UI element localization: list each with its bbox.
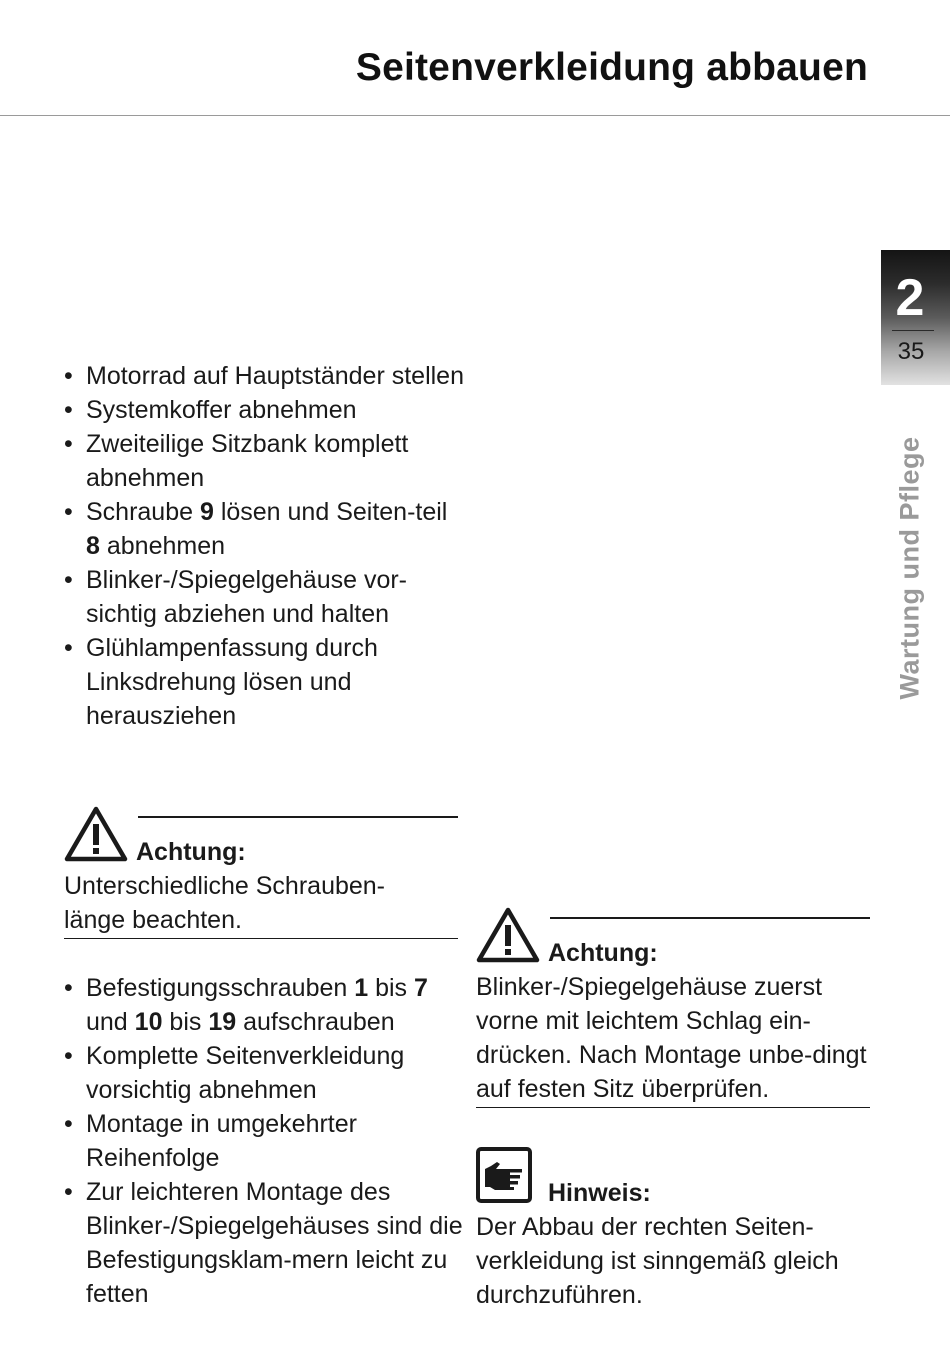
warning-box-bottom-rule [476,1107,870,1108]
step-text: lösen und Seiten-teil [213,498,448,526]
step-list-unscrew [64,971,464,1311]
section-label: Wartung und Pflege [894,436,925,700]
bullet-marker: • [64,498,73,526]
warning-triangle-icon [64,806,128,862]
step-text: bis [368,974,415,1002]
warning-box-top-rule [550,917,870,919]
list-item [64,427,464,495]
bullet-marker: • [64,362,73,390]
list-item [64,971,464,1039]
step-text: Befestigungsschrauben [86,974,355,1002]
note-box [476,1147,870,1317]
chapter-tab [881,250,950,385]
bullet-marker: • [64,430,73,458]
list-item [64,1107,464,1175]
step-text: Schraube [86,498,200,526]
step-text: aufschrauben [236,1008,395,1036]
part-number: 9 [199,498,214,526]
list-item [64,631,464,733]
step-text: Zur leichteren Montage des Blinker-/Spiegelgehäuses sind die Befestigungsklam-mern leicht zu fetten [86,1178,463,1308]
part-number: 7 [414,974,428,1002]
title-divider [0,115,950,116]
chapter-number: 2 [895,269,925,327]
list-item [64,1039,464,1107]
page-title: Seitenverkleidung abbauen [355,46,868,89]
note-heading: Hinweis: [548,1179,651,1207]
warning-box-indicator-housing [476,907,870,1109]
warning-heading: Achtung: [548,939,658,967]
step-text: Zweiteilige Sitzbank komplett abnehmen [86,430,409,492]
bullet-marker: • [64,396,73,424]
step-list-removal [64,359,464,733]
warning-heading: Achtung: [136,838,246,866]
bullet-marker: • [64,634,73,662]
list-item [64,393,464,427]
warning-triangle-icon [476,907,540,963]
bullet-marker: • [64,974,73,1002]
bullet-marker: • [64,566,73,594]
list-item [64,495,464,563]
warning-box-bottom-rule [64,938,458,939]
list-item [64,1175,464,1311]
step-text: Komplette Seitenverkleidung vorsichtig abnehmen [86,1042,405,1104]
note-text: Der Abbau der rechten Seiten-verkleidung ist sinngemäß gleich durchzuführen. [476,1213,839,1309]
step-text: Glühlampenfassung durch Linksdrehung lösen und herausziehen [86,634,378,730]
page-number: 35 [897,338,925,365]
list-item [64,563,464,631]
part-number: 19 [208,1008,237,1036]
step-text: bis [162,1008,209,1036]
bullet-marker: • [64,1110,73,1138]
step-text: abnehmen [99,532,226,560]
list-item [64,359,464,393]
bullet-marker: • [64,1178,73,1206]
part-number: 10 [134,1008,163,1036]
step-text: Blinker-/Spiegelgehäuse vor-sichtig abziehen und halten [86,566,408,628]
step-text: und [86,1008,135,1036]
warning-text: Blinker-/Spiegelgehäuse zuerst vorne mit leichtem Schlag ein-drücken. Nach Montage unbe-dingt auf festen Sitz überprüfen. [476,973,867,1103]
step-text: Montage in umgekehrter Reihenfolge [86,1110,357,1172]
warning-box-screw-length [64,806,458,940]
part-number: 1 [354,974,369,1002]
bullet-marker: • [64,1042,73,1070]
warning-box-top-rule [138,816,458,818]
chapter-tab-divider [892,330,934,331]
part-number: 8 [86,532,100,560]
pointing-hand-note-icon [476,1147,532,1203]
step-text: Motorrad auf Hauptständer stellen [86,362,464,390]
warning-text: Unterschiedliche Schrauben-länge beachten. [64,872,386,934]
step-text: Systemkoffer abnehmen [86,396,357,424]
